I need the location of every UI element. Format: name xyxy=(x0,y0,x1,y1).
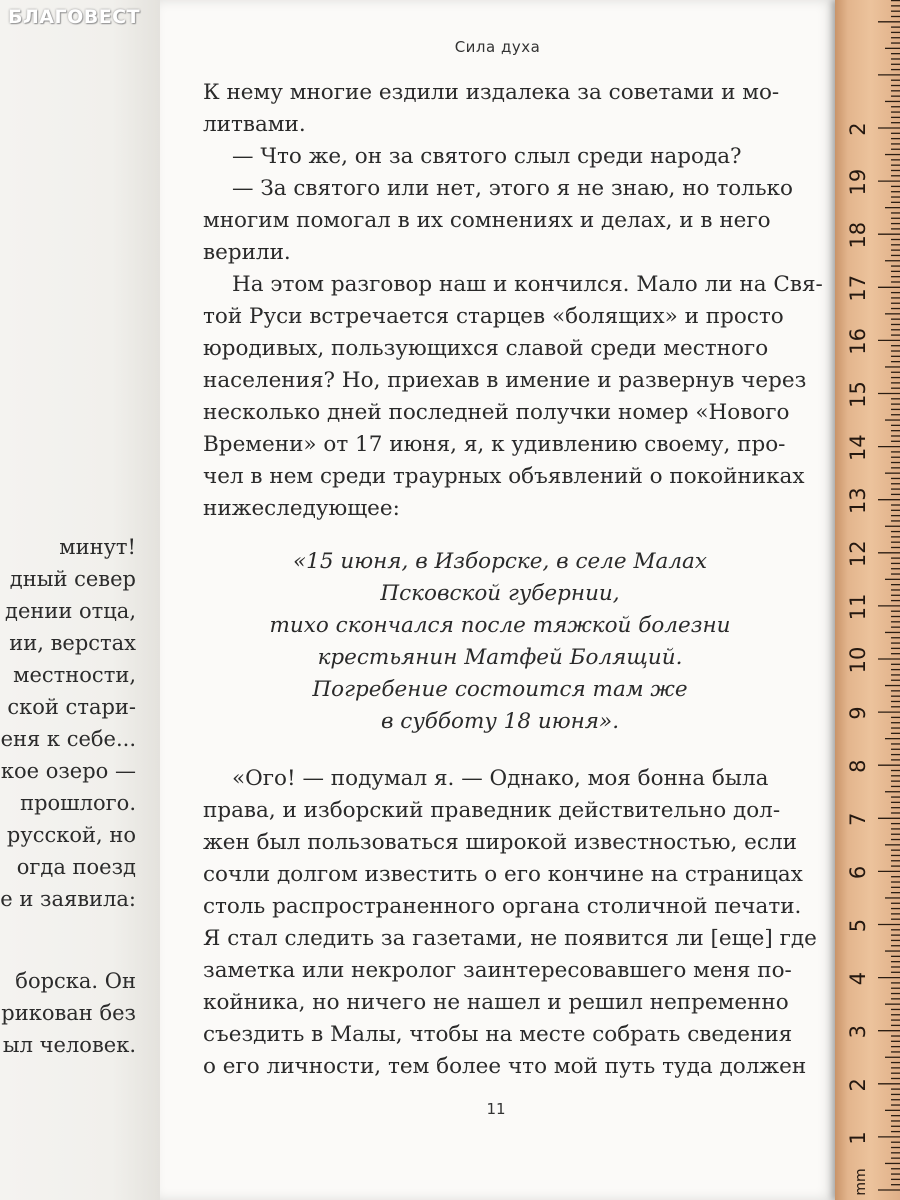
ruler-number: 2 xyxy=(846,1078,870,1092)
left-page-line: дении отца, xyxy=(5,599,136,623)
ruler-number: 4 xyxy=(846,971,870,986)
obituary-quote-line: «15 июня, в Изборске, в селе Малах xyxy=(293,549,707,574)
text-line: той Руси встречается старцев «болящих» и просто xyxy=(203,304,784,329)
ruler-number: 6 xyxy=(846,865,870,880)
left-page-line: е и заявила: xyxy=(0,887,136,911)
left-page-line: русской, но xyxy=(6,823,136,847)
ruler-number: 18 xyxy=(846,221,870,249)
left-page-line: прошлого. xyxy=(20,791,136,815)
left-page-line: огда поезд xyxy=(16,855,136,879)
text-line: койника, но ничего не нашел и решил непременно xyxy=(203,990,789,1015)
obituary-quote-line: крестьянин Матфей Болящий. xyxy=(317,645,683,670)
running-header: Сила духа xyxy=(454,38,541,56)
ruler-number: 17 xyxy=(846,274,870,302)
ruler-scale xyxy=(835,0,900,1200)
text-line: столь распространенного органа столичной печати. xyxy=(203,894,802,919)
text-line: населения? Но, приехав в имение и развернув через xyxy=(203,368,807,393)
text-line: нижеследующее: xyxy=(203,496,400,521)
watermark-logo: БЛАГОВЕСТ xyxy=(8,6,141,28)
ruler-number: 10 xyxy=(846,646,870,674)
text-line: Времени» от 17 июня, я, к удивлению своему, про- xyxy=(203,432,786,457)
page-number: 11 xyxy=(486,1100,506,1118)
left-page-line: рикован без xyxy=(1,1001,136,1025)
ruler-number: 11 xyxy=(846,593,870,621)
ruler-number: 19 xyxy=(846,168,870,196)
text-line: съездить в Малы, чтобы на месте собрать сведения xyxy=(203,1022,793,1047)
left-page-line: борска. Он xyxy=(15,969,136,993)
text-line: литвами. xyxy=(203,112,306,137)
left-page-line: кое озеро — xyxy=(0,759,136,783)
left-page-line: местности, xyxy=(13,663,136,687)
ruler-number: 13 xyxy=(846,487,870,515)
text-line: о его личности, тем более что мой путь туда должен xyxy=(203,1054,807,1079)
text-line: юродивых, пользующихся славой среди местного xyxy=(203,336,769,361)
obituary-quote-line: тихо скончался после тяжкой болезни xyxy=(269,613,731,638)
book-page xyxy=(160,0,835,1200)
ruler-number: 5 xyxy=(846,918,870,933)
text-line: — За святого или нет, этого я не знаю, но только xyxy=(232,176,793,201)
ruler-number: 14 xyxy=(846,434,870,461)
text-line: многим помогал в их сомнениях и делах, и в него xyxy=(203,208,771,233)
obituary-quote-line: Погребение состоится там же xyxy=(312,677,688,702)
text-line: чел в нем среди траурных объявлений о покойниках xyxy=(203,464,805,489)
obituary-quote-line: в субботу 18 июня». xyxy=(380,709,620,734)
ruler-unit-label: mm xyxy=(853,1168,869,1196)
left-page-line: дный север xyxy=(9,567,136,591)
ruler-number: 12 xyxy=(846,540,870,568)
left-page-fragment xyxy=(0,0,160,1200)
text-line: «Ого! — подумал я. — Однако, моя бонна была xyxy=(232,766,769,791)
text-line: верили. xyxy=(203,240,291,265)
text-line: права, и изборский праведник действительно дол- xyxy=(203,798,781,823)
text-line: К нему многие ездили издалека за советами и мо- xyxy=(203,80,780,105)
text-line: На этом разговор наш и кончился. Мало ли на Свя- xyxy=(232,272,823,297)
text-line: — Что же, он за святого слыл среди народа? xyxy=(232,144,742,169)
ruler-number: 16 xyxy=(846,328,870,355)
text-line: несколько дней последней получки номер «Нового xyxy=(203,400,790,425)
ruler-number: 7 xyxy=(846,812,870,826)
left-page-line: ии, верстах xyxy=(9,631,136,655)
ruler-number: 15 xyxy=(846,381,870,408)
text-line: Я стал следить за газетами, не появится ли [еще] где xyxy=(203,926,817,951)
ruler-number: 8 xyxy=(846,759,870,773)
ruler-number: 1 xyxy=(846,1131,870,1145)
left-page-line: ской стари- xyxy=(7,695,136,719)
ruler-number: 9 xyxy=(846,706,870,720)
ruler-number: 2 xyxy=(846,122,870,136)
text-line: сочли долгом известить о его кончине на страницах xyxy=(203,862,803,887)
obituary-quote-line: Псковской губернии, xyxy=(380,581,620,606)
text-line: заметка или некролог заинтересовавшего меня по- xyxy=(203,958,792,983)
text-line: жен был пользоваться широкой известностью, если xyxy=(203,830,797,855)
wooden-ruler xyxy=(835,0,900,1200)
ruler-number: 3 xyxy=(846,1025,870,1039)
left-page-line: минут! xyxy=(59,535,136,559)
left-page-line: еня к себе... xyxy=(0,727,136,751)
left-page-line: ыл человек. xyxy=(2,1033,136,1057)
